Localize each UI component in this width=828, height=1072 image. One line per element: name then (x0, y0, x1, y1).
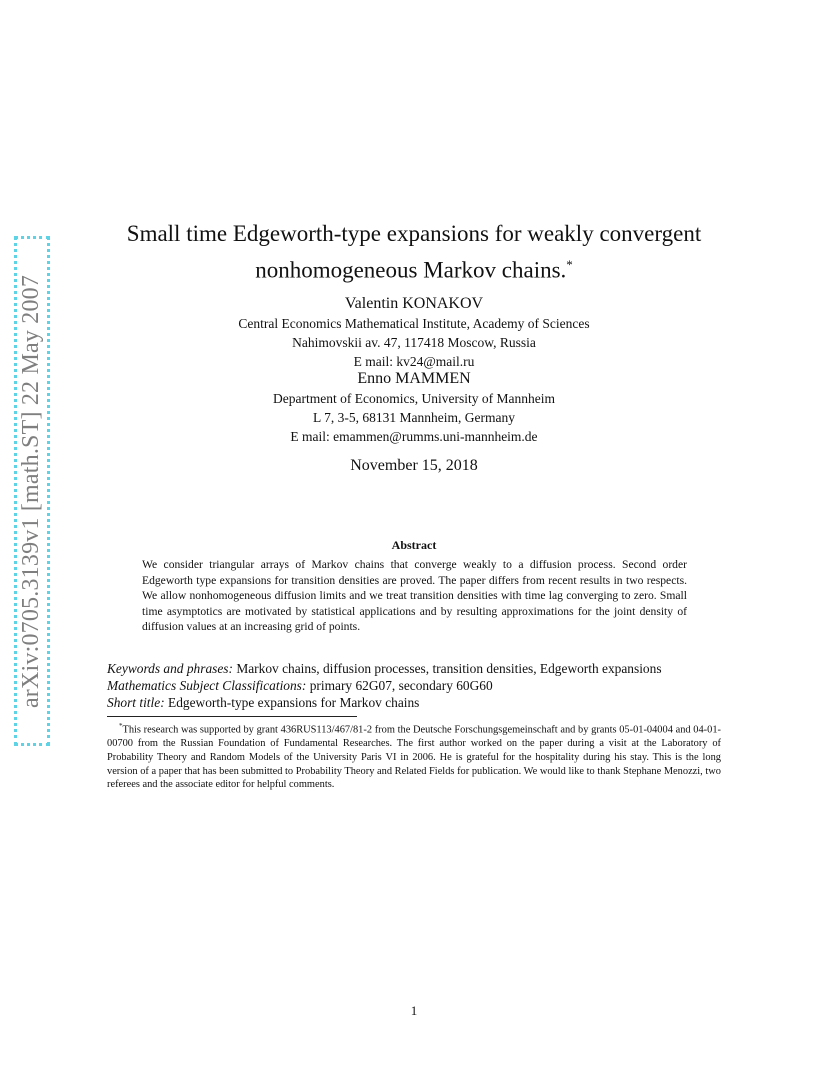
paper-title (0, 218, 828, 286)
keywords-block (107, 660, 727, 711)
author-1-institution: Central Economics Mathematical Institute, Academy of Sciences (238, 316, 590, 331)
abstract-text: We consider triangular arrays of Markov chains that converge weakly to a diffusion process. Second order Edgeworth type expansions for transition densities are proved. The paper differs from recent results in two respects. We allow nonhomogeneous diffusion limits and we treat transition densities with time lag converging to zero. Small time asymptotics are motivated by statistical applications and by resulting approximations for the joint density of diffusion values at an increasing grid of points. (142, 558, 687, 633)
paper-date: November 15, 2018 (350, 457, 478, 474)
author-2-name: Enno MAMMEN (357, 370, 471, 387)
author-1-name: Valentin KONAKOV (344, 295, 484, 312)
author-2-address: L 7, 3-5, 68131 Mannheim, Germany (313, 410, 515, 425)
msc-value: primary 62G07, secondary 60G60 (309, 678, 493, 693)
title-line-2 (0, 249, 828, 286)
short-title-value: Edgeworth-type expansions for Markov chains (168, 695, 420, 710)
keywords-line (107, 660, 727, 677)
msc-line (107, 677, 727, 694)
title-footnote-mark: * (566, 257, 573, 272)
author-2-institution: Department of Economics, University of Mannheim (273, 391, 555, 406)
footnote (107, 720, 721, 792)
footnote-text: This research was supported by grant 436RUS113/467/81-2 from the Deutsche Forschungsgemeinschaft and by grants 05-01-04004 and 04-01-00700 from the Russian Foundation of Fundamental Researches. The first author worked on the paper during a visit at the Laboratory of Probability Theory and Random Models of the University Paris VI in 2006. He is grateful for the hospitality during his stay. This is the long version of a paper that has been submitted to Probability Theory and Related Fields for publication. We would like to thank Stephane Menozzi, two referees and the associate editor for helpful comments. (107, 724, 721, 791)
short-title-line (107, 694, 727, 711)
title-line-1: Small time Edgeworth-type expansions for weakly convergent (126, 221, 702, 246)
author-1-address: Nahimovskii av. 47, 117418 Moscow, Russia (292, 335, 536, 350)
short-title-label: Short title: (107, 695, 165, 710)
author-2-email: E mail: emammen@rumms.uni-mannheim.de (290, 429, 538, 444)
footnote-divider (107, 716, 357, 717)
footnote-mark: * (119, 722, 123, 730)
keywords-value: Markov chains, diffusion processes, transition densities, Edgeworth expansions (236, 661, 662, 676)
msc-label: Mathematics Subject Classifications: (107, 678, 307, 693)
author-1-email: E mail: kv24@mail.ru (353, 354, 475, 369)
title-line-2-text: nonhomogeneous Markov chains. (255, 257, 567, 283)
abstract-heading: Abstract (391, 538, 437, 552)
arxiv-identifier: arXiv:0705.3139v1 [math.ST] 22 May 2007 (18, 274, 45, 708)
page-number: 1 (410, 1003, 418, 1018)
keywords-label: Keywords and phrases: (107, 661, 233, 676)
